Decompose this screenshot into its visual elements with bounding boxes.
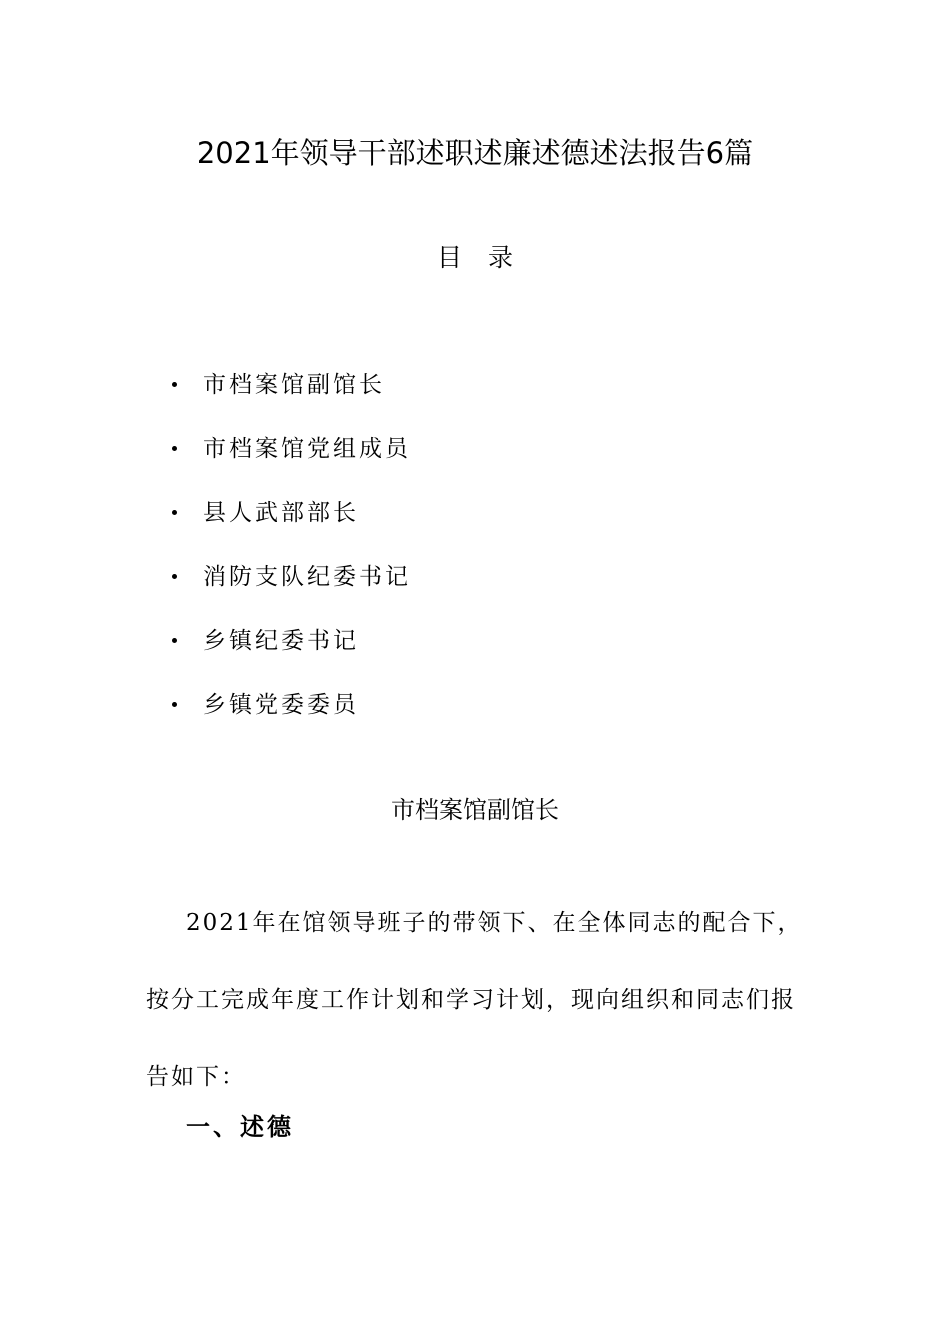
subheading: 一、述德 xyxy=(186,1112,294,1141)
bullet-icon xyxy=(172,638,177,643)
bullet-icon xyxy=(172,702,177,707)
bullet-icon xyxy=(172,446,177,451)
bullet-icon xyxy=(172,382,177,387)
toc-item-label: 市档案馆副馆长 xyxy=(203,372,385,398)
toc-item-label: 县人武部部长 xyxy=(203,500,359,526)
bullet-icon xyxy=(172,574,177,579)
body-paragraph: 2021年在馆领导班子的带领下、在全体同志的配合下，按分工完成年度工作计划和学习计划，现向组织和同志们报告如下： xyxy=(146,910,803,1090)
toc-item-label: 乡镇纪委书记 xyxy=(203,628,359,654)
toc-item-label: 乡镇党委委员 xyxy=(203,692,359,718)
toc-heading: 目录 xyxy=(436,243,539,272)
bullet-icon xyxy=(172,510,177,515)
section-title: 市档案馆副馆长 xyxy=(391,796,559,824)
document-title: 2021年领导干部述职述廉述德述法报告6篇 xyxy=(196,136,754,170)
toc-item-label: 市档案馆党组成员 xyxy=(203,436,411,462)
toc-item-label: 消防支队纪委书记 xyxy=(203,564,411,590)
